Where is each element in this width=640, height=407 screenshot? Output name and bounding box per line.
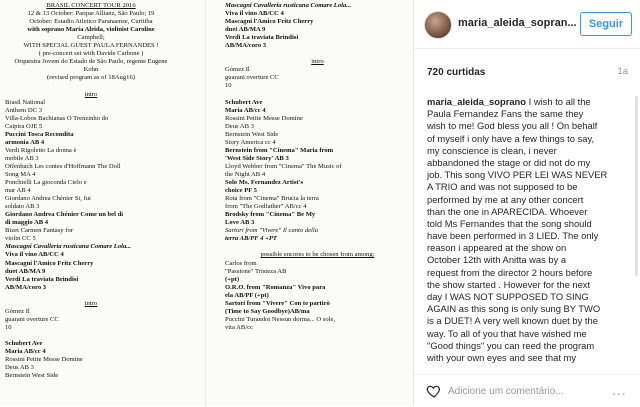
caption-line: the show started . However for the next xyxy=(427,278,591,290)
program-line: Bernstein from "Cinema" Maria from xyxy=(225,146,334,154)
program-line: Anthem DC 3 xyxy=(5,106,42,114)
program-line: ela AB/PF (+pt) xyxy=(225,291,269,299)
program-line xyxy=(5,332,177,340)
caption-line: request from the director 2 hours before xyxy=(427,266,593,278)
program-line: intro xyxy=(311,58,324,66)
program-line: Puccini Turandot Nessun dorma... O sole, xyxy=(225,315,336,323)
caption-line: performed by me at any other concert xyxy=(427,193,584,205)
program-line: mobile AB 3 xyxy=(5,154,39,162)
caption-line: "Good things" you can reed the program xyxy=(427,339,595,351)
comment-input[interactable] xyxy=(448,384,598,398)
program-line: Gómez Il xyxy=(5,307,30,315)
program-line: 10 xyxy=(5,323,12,331)
caption-username-link[interactable]: maria_aleida_soprano xyxy=(427,96,527,107)
caption-line: job. This song VIVO PER LEI WAS NEVER xyxy=(427,169,608,181)
program-line: Rossini Petite Messe Domine xyxy=(225,114,303,122)
program-line: choice PF 5 xyxy=(225,187,257,195)
program-line: Gómez Il xyxy=(225,66,250,74)
caption-line: I wish to all the xyxy=(526,96,591,107)
program-line: Lloyd Webber from "Cinema" The Music of xyxy=(225,162,342,170)
program-line: from "The Godfather" AB/cc 4 xyxy=(225,203,307,211)
program-line: Carlos from xyxy=(225,259,257,267)
program-line: Mascagni l'Amico Fritz Cherry xyxy=(5,259,94,267)
caption-line: day I WAS NOT SUPPOSED TO SING xyxy=(427,291,589,302)
program-line: Giordano Andrea Chénier Si, fui xyxy=(5,195,91,203)
likes-count[interactable]: 720 curtidas xyxy=(427,67,486,78)
caption-line: way. To all of you that have wished me xyxy=(427,327,587,339)
comment-bar xyxy=(414,374,640,407)
program-line: Bernstein West Side xyxy=(225,130,279,138)
program-line: (revised program as of 18Aug16) xyxy=(47,74,135,82)
caption-line: have been performed in 3 LIED. The only xyxy=(427,230,599,242)
program-line: October: Estadio Atletico Paranaense, Curitiba xyxy=(29,18,153,26)
program-line: duet AB/MA 9 xyxy=(5,267,46,275)
caption-line: wish to me! God bless you all ! On behalf xyxy=(427,120,598,132)
caption-line: abbandoned the stage or did not do my xyxy=(427,156,591,168)
program-line: Solo Ms. Fernandez Artist's xyxy=(225,179,304,187)
program-line: Ponchielli La gioconda Cielo e xyxy=(5,179,87,187)
program-line: O.R.O. from "Romanza" Vivo para xyxy=(225,283,326,291)
program-line: Brasil National xyxy=(5,98,46,106)
caption-line: with your own eyes and see that my xyxy=(427,351,577,363)
caption-line: my conscience is clean, i never xyxy=(427,144,557,156)
program-line: Deus AB 3 xyxy=(225,122,254,130)
program-line: BRASIL CONCERT TOUR 2016 xyxy=(46,2,136,9)
program-line: 'West Side Story' AB 3 xyxy=(225,154,289,162)
caption-line: AGAIN as this song is only sung BY TWO xyxy=(427,303,601,315)
program-line: soldato AB 3 xyxy=(5,203,40,211)
program-line: (Time to Say Goodbye)AB/ma xyxy=(225,307,310,315)
caption-line: reason i appeared at the show on xyxy=(427,242,567,254)
program-line: Mascagni Cavalleria rusticana Comare Lola... xyxy=(225,2,352,9)
program-line xyxy=(225,243,410,251)
program-line: terra AB/PF 4 +PT xyxy=(225,235,277,243)
program-line: Kohn xyxy=(83,66,99,74)
heart-icon[interactable] xyxy=(426,383,442,399)
post-caption xyxy=(427,96,632,371)
program-line: possible encores to be chosen from among: xyxy=(260,251,375,259)
program-line xyxy=(225,91,410,99)
post-age[interactable]: 1a xyxy=(617,66,628,77)
program-line xyxy=(5,82,177,90)
program-line: Schubert Ave xyxy=(5,339,43,347)
program-line: Caipira OJE 5 xyxy=(5,122,43,130)
program-line: 10 xyxy=(225,82,232,90)
caption-line: told Ms Fernandes that the song should xyxy=(427,217,592,229)
program-line: Bizet Carmen Fantasy for xyxy=(5,227,73,235)
program-line: Deus AB 3 xyxy=(5,364,34,372)
caption-line: A TRIO and was not supposed to be xyxy=(427,181,578,193)
program-line: intro xyxy=(84,90,98,98)
program-line: di maggio AB 4 xyxy=(5,219,49,227)
program-line: Villa-Lobos Bachianas O Trenzinho do xyxy=(5,114,109,122)
program-line: 12 & 13 October: Parque Allianz, São Paulo; 19 xyxy=(27,10,155,18)
program-line: Verdi Rigoletto La donna è xyxy=(5,146,77,154)
post-header xyxy=(414,0,640,49)
program-line: Rota from "Cinema" Brucia la terra xyxy=(225,195,319,203)
program-line: guarani overture CC xyxy=(225,74,279,82)
program-line: Mascagni Cavalleria rusticana Comare Lola... xyxy=(5,243,132,251)
caption-line: October 12th with Anitta was by a xyxy=(427,254,567,266)
program-line: (+pt) xyxy=(225,275,240,283)
username-link[interactable]: maria_aleida_sopran... xyxy=(458,17,577,29)
follow-button[interactable]: Seguir xyxy=(580,12,632,36)
program-column-right xyxy=(225,2,410,332)
program-line: ( pre-concert set with Davide Carbone ) xyxy=(38,50,144,58)
page-fold xyxy=(205,0,206,406)
program-line: Rossini Petite Messe Domine xyxy=(5,356,83,364)
caption-line: than the one in APARECIDA. Whoever xyxy=(427,205,588,217)
program-line: violin CC 5 xyxy=(5,235,36,243)
program-line: Story America cc 4 xyxy=(225,138,276,146)
program-line: Bernstein West Side xyxy=(5,372,59,380)
caption-scrollbar[interactable] xyxy=(635,96,638,276)
program-column-left xyxy=(5,2,177,380)
program-line: AB/MA/coro 3 xyxy=(225,42,267,50)
program-line: Campbell; xyxy=(77,34,105,42)
program-line: Verdi La traviata Brindisi xyxy=(5,275,79,283)
caption-line: is a DUET! A very well known duet by the xyxy=(427,315,598,327)
program-line: Viva il vino AB/CC 4 xyxy=(5,251,64,259)
program-line: the Night AB 4 xyxy=(225,170,266,178)
program-line: intro xyxy=(84,299,98,307)
caption-line: Paula Fernandez Fans the same they xyxy=(427,108,584,120)
program-line: Sartori from "Vivere" Con te partirò xyxy=(225,299,330,307)
program-line xyxy=(225,50,410,58)
program-line: Mascagni l'Amico Fritz Cherry xyxy=(225,18,314,26)
program-line: Schubert Ave xyxy=(225,98,263,106)
program-line: Love AB 3 xyxy=(225,219,255,227)
program-line: with soprano Maria Aleida, violinist Caroline xyxy=(27,26,155,34)
program-line: Viva il vino AB/CC 4 xyxy=(225,10,284,18)
program-line: duet AB/MA 9 xyxy=(225,26,266,34)
program-line: Offenbach Les contes d'Hoffmann The Doll xyxy=(5,162,121,170)
program-line: Maria AB/cc 4 xyxy=(225,106,266,114)
program-line: mar AB 4 xyxy=(5,187,31,195)
program-line: vita AB/cc xyxy=(225,323,254,331)
program-line: Orquestra Jovem do Estado de São Paulo, regente Eugene xyxy=(14,58,168,66)
more-options-icon[interactable]: ... xyxy=(612,382,627,398)
program-line: "Passione" Tristeza AB xyxy=(225,267,287,275)
post-sidebar xyxy=(414,0,640,406)
program-line: Verdi La traviata Brindisi xyxy=(225,34,299,42)
program-line: Brodsky from "Cinema" Be My xyxy=(225,211,316,219)
avatar[interactable] xyxy=(424,11,452,39)
program-line: WITH SPECIAL GUEST PAULA FERNANDES ! xyxy=(23,42,159,50)
caption-line: of myself i only have a few things to say, xyxy=(427,132,595,144)
program-line: Giordano Andrea Chénier Come un bel dì xyxy=(5,211,124,219)
program-line: armonia AB 4 xyxy=(5,138,45,146)
program-line xyxy=(5,292,177,300)
program-line: Song MA 4 xyxy=(5,170,36,178)
program-line: AB/MA/coro 3 xyxy=(5,283,47,291)
program-line: Sartori from "Vivere" Il canto della xyxy=(225,227,319,235)
program-line: Puccini Tosca Recondita xyxy=(5,130,74,138)
program-line: guarani overture CC xyxy=(5,315,59,323)
program-line: Maria AB/cc 4 xyxy=(5,348,46,356)
